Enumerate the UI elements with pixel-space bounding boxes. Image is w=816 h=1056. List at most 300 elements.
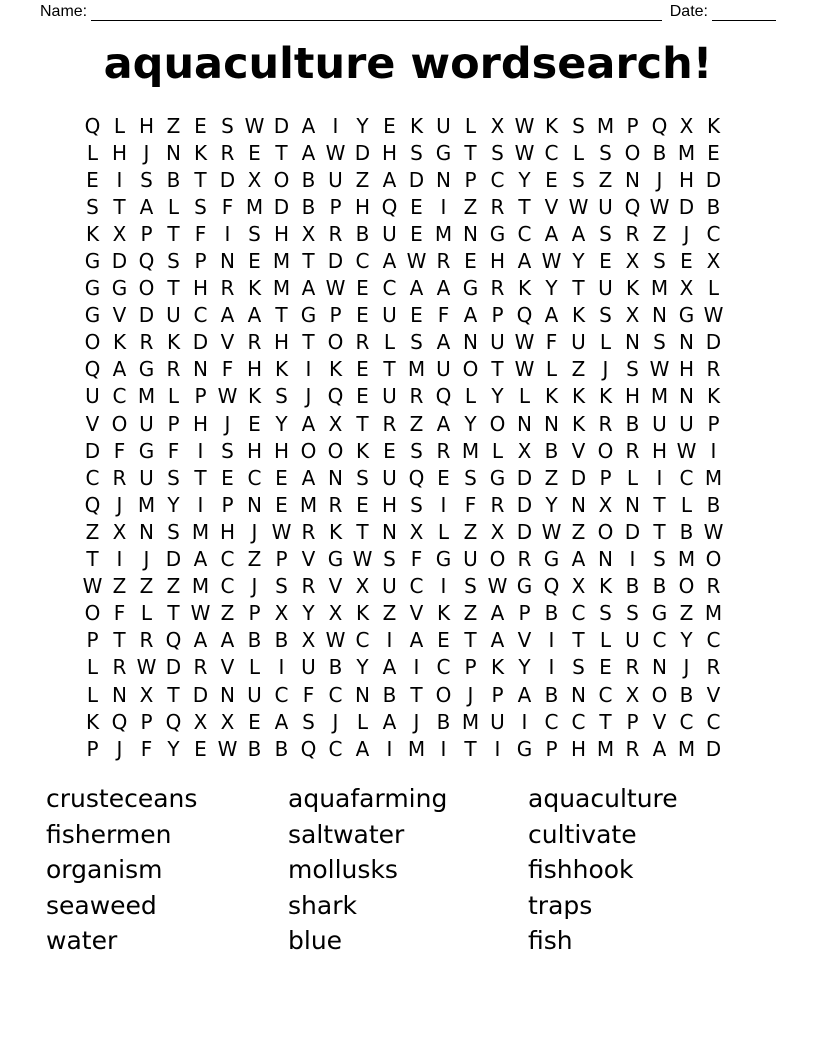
grid-cell: H	[678, 357, 695, 382]
grid-cell: G	[111, 276, 128, 301]
grid-cell: M	[704, 601, 723, 626]
grid-cell: N	[625, 330, 640, 355]
grid-cell: A	[193, 628, 208, 653]
grid-cell: C	[490, 167, 505, 192]
grid-cell: X	[625, 682, 640, 707]
grid-cell: K	[355, 438, 370, 463]
grid-cell: S	[140, 167, 153, 192]
grid-cell: Z	[382, 601, 397, 626]
grid-cell: Z	[679, 601, 694, 626]
grid-cell: C	[571, 601, 586, 626]
grid-cell: R	[436, 249, 451, 274]
grid-cell: P	[464, 655, 477, 680]
grid-cell: W	[514, 357, 535, 382]
grid-cell: D	[678, 194, 695, 219]
grid-cell: B	[652, 574, 667, 599]
grid-cell: C	[652, 628, 667, 653]
grid-cell: A	[301, 140, 316, 165]
grid-cell: T	[275, 303, 288, 328]
grid-cell: H	[273, 438, 290, 463]
grid-cell: W	[703, 303, 724, 328]
grid-cell: D	[192, 682, 209, 707]
word-list-item: fishermen	[46, 819, 172, 849]
grid-cell: W	[325, 140, 346, 165]
grid-cell: X	[301, 221, 316, 246]
grid-cell: C	[436, 655, 451, 680]
grid-cell: C	[85, 465, 100, 490]
grid-cell: D	[354, 140, 371, 165]
grid-cell: O	[327, 438, 344, 463]
grid-cell: W	[514, 113, 535, 138]
word-list-item: seaweed	[46, 890, 157, 920]
grid-cell: J	[224, 411, 231, 436]
grid-cell: W	[514, 330, 535, 355]
grid-cell: V	[409, 601, 424, 626]
grid-cell: N	[679, 384, 694, 409]
grid-cell: S	[653, 249, 666, 274]
grid-cell: K	[409, 113, 424, 138]
grid-cell: R	[301, 519, 316, 544]
grid-cell: K	[85, 709, 100, 734]
grid-cell: H	[273, 221, 290, 246]
grid-cell: H	[219, 519, 236, 544]
grid-cell: G	[84, 276, 101, 301]
grid-cell: E	[356, 384, 369, 409]
grid-cell: M	[677, 140, 696, 165]
grid-cell: H	[570, 736, 587, 761]
grid-cell: Z	[463, 519, 478, 544]
word-list-item: crusteceans	[46, 784, 198, 813]
grid-cell: W	[325, 276, 346, 301]
grid-cell: G	[678, 303, 695, 328]
grid-cell: A	[301, 276, 316, 301]
grid-cell: A	[544, 221, 559, 246]
grid-cell: V	[85, 411, 100, 436]
grid-cell: L	[248, 655, 261, 680]
grid-cell: S	[275, 574, 288, 599]
grid-cell: W	[82, 574, 103, 599]
word-list-item: shark	[288, 890, 357, 920]
grid-cell: R	[490, 276, 505, 301]
grid-cell: S	[572, 655, 585, 680]
grid-cell: H	[273, 330, 290, 355]
grid-cell: R	[247, 330, 262, 355]
wordsearch-grid	[79, 112, 727, 762]
grid-cell: K	[247, 276, 262, 301]
grid-cell: Y	[545, 276, 558, 301]
grid-cell: U	[301, 655, 316, 680]
grid-cell: K	[490, 655, 505, 680]
grid-cell: M	[596, 113, 615, 138]
grid-cell: N	[625, 167, 640, 192]
grid-cell: L	[86, 140, 99, 165]
grid-cell: G	[516, 736, 533, 761]
grid-cell: S	[410, 140, 423, 165]
grid-cell: G	[543, 547, 560, 572]
grid-cell: N	[679, 330, 694, 355]
grid-cell: R	[112, 655, 127, 680]
grid-cell: A	[490, 601, 505, 626]
grid-cell: T	[302, 330, 315, 355]
grid-cell: K	[544, 384, 559, 409]
grid-cell: L	[680, 492, 693, 517]
grid-cell: E	[221, 465, 234, 490]
grid-cell: Z	[247, 547, 262, 572]
grid-cell: I	[440, 736, 447, 761]
grid-cell: M	[137, 492, 156, 517]
grid-cell: W	[406, 249, 427, 274]
grid-cell: R	[328, 492, 343, 517]
grid-cell: R	[436, 438, 451, 463]
grid-cell: G	[138, 357, 155, 382]
grid-cell: J	[683, 221, 690, 246]
grid-cell: Q	[111, 709, 128, 734]
grid-cell: C	[706, 628, 721, 653]
grid-cell: Y	[680, 628, 693, 653]
grid-cell: L	[167, 384, 180, 409]
word-list-item: fish	[528, 926, 573, 955]
grid-cell: P	[86, 628, 99, 653]
grid-cell: D	[84, 438, 101, 463]
grid-cell: B	[436, 709, 451, 734]
grid-cell: X	[112, 221, 127, 246]
grid-cell: M	[677, 547, 696, 572]
grid-cell: T	[653, 492, 666, 517]
grid-cell: U	[463, 547, 478, 572]
grid-cell: W	[541, 519, 562, 544]
grid-cell: J	[683, 655, 690, 680]
grid-cell: W	[136, 655, 157, 680]
word-list-item: mollusks	[288, 855, 398, 884]
grid-cell: Y	[572, 249, 585, 274]
grid-cell: I	[116, 547, 123, 572]
grid-cell: I	[710, 438, 717, 463]
grid-cell: R	[490, 492, 505, 517]
grid-cell: Q	[651, 113, 668, 138]
grid-cell: C	[544, 140, 559, 165]
grid-cell: G	[138, 438, 155, 463]
grid-cell: V	[517, 628, 532, 653]
grid-cell: R	[625, 438, 640, 463]
grid-cell: R	[382, 411, 397, 436]
grid-cell: B	[679, 682, 694, 707]
grid-cell: U	[166, 303, 181, 328]
grid-cell: M	[461, 438, 480, 463]
grid-cell: E	[410, 221, 423, 246]
grid-cell: A	[112, 357, 127, 382]
grid-cell: C	[247, 465, 262, 490]
grid-cell: N	[220, 682, 235, 707]
grid-cell: N	[463, 330, 478, 355]
grid-cell: I	[332, 113, 339, 138]
grid-cell: W	[244, 113, 265, 138]
grid-cell: P	[86, 736, 99, 761]
grid-cell: M	[650, 384, 669, 409]
grid-cell: O	[435, 682, 452, 707]
grid-cell: F	[194, 221, 207, 246]
grid-cell: S	[599, 140, 612, 165]
grid-cell: J	[332, 709, 339, 734]
grid-cell: C	[382, 276, 397, 301]
grid-cell: I	[548, 628, 555, 653]
grid-cell: P	[626, 709, 639, 734]
grid-cell: U	[382, 384, 397, 409]
grid-cell: W	[541, 249, 562, 274]
word-list-item: organism	[46, 855, 163, 884]
word-list-item: aquaculture	[528, 784, 678, 813]
grid-cell: E	[275, 492, 288, 517]
grid-cell: R	[139, 330, 154, 355]
grid-cell: Q	[84, 113, 101, 138]
grid-cell: N	[193, 357, 208, 382]
grid-cell: P	[275, 547, 288, 572]
grid-cell: O	[300, 438, 317, 463]
grid-cell: U	[625, 628, 640, 653]
grid-cell: U	[490, 330, 505, 355]
grid-cell: C	[220, 547, 235, 572]
grid-cell: K	[544, 113, 559, 138]
grid-cell: H	[381, 492, 398, 517]
grid-cell: L	[599, 628, 612, 653]
grid-cell: T	[572, 276, 585, 301]
grid-cell: T	[464, 736, 477, 761]
grid-cell: F	[221, 357, 234, 382]
puzzle-title: aquaculture wordsearch!	[103, 39, 713, 89]
grid-cell: R	[139, 628, 154, 653]
grid-cell: Z	[85, 519, 100, 544]
grid-cell: Y	[545, 492, 558, 517]
grid-cell: P	[491, 682, 504, 707]
grid-cell: C	[355, 628, 370, 653]
name-label: Name:	[40, 3, 88, 20]
grid-cell: T	[167, 682, 180, 707]
grid-cell: O	[489, 547, 506, 572]
grid-cell: S	[302, 709, 315, 734]
grid-cell: N	[436, 167, 451, 192]
grid-cell: L	[86, 682, 99, 707]
grid-cell: S	[383, 547, 396, 572]
grid-cell: S	[167, 249, 180, 274]
grid-cell: U	[598, 194, 613, 219]
grid-cell: A	[382, 709, 397, 734]
grid-cell: L	[437, 519, 450, 544]
grid-cell: N	[328, 465, 343, 490]
word-list-column	[288, 781, 447, 959]
grid-cell: D	[273, 194, 290, 219]
grid-cell: O	[597, 519, 614, 544]
grid-cell: C	[598, 682, 613, 707]
grid-cell: O	[489, 411, 506, 436]
grid-cell: A	[571, 547, 586, 572]
grid-cell: U	[382, 303, 397, 328]
grid-cell: M	[272, 276, 291, 301]
grid-cell: A	[220, 628, 235, 653]
grid-cell: X	[328, 601, 343, 626]
word-list-item: saltwater	[288, 819, 405, 849]
grid-cell: I	[386, 736, 393, 761]
grid-cell: B	[544, 438, 559, 463]
grid-cell: L	[140, 601, 153, 626]
grid-cell: I	[386, 628, 393, 653]
grid-cell: X	[625, 303, 640, 328]
grid-cell: D	[165, 655, 182, 680]
grid-cell: S	[599, 601, 612, 626]
grid-cell: Z	[571, 357, 586, 382]
grid-cell: O	[705, 547, 722, 572]
grid-cell: Z	[652, 221, 667, 246]
grid-cell: C	[517, 221, 532, 246]
grid-cell: Q	[300, 736, 317, 761]
grid-cell: P	[599, 465, 612, 490]
grid-cell: T	[599, 709, 612, 734]
grid-cell: I	[548, 655, 555, 680]
grid-cell: B	[706, 492, 721, 517]
grid-cell: S	[275, 384, 288, 409]
grid-cell: F	[437, 303, 450, 328]
grid-cell: I	[278, 655, 285, 680]
grid-cell: B	[382, 682, 397, 707]
grid-cell: B	[301, 167, 316, 192]
grid-cell: G	[435, 547, 452, 572]
grid-cell: M	[191, 519, 210, 544]
grid-cell: N	[247, 492, 262, 517]
grid-cell: A	[139, 194, 154, 219]
grid-cell: D	[219, 167, 236, 192]
grid-cell: A	[436, 276, 451, 301]
grid-cell: W	[271, 519, 292, 544]
grid-cell: R	[166, 357, 181, 382]
grid-cell: S	[167, 465, 180, 490]
grid-cell: T	[275, 140, 288, 165]
grid-cell: O	[651, 682, 668, 707]
grid-cell: X	[139, 682, 154, 707]
grid-cell: S	[464, 465, 477, 490]
grid-cell: B	[652, 140, 667, 165]
header-row	[40, 2, 776, 21]
grid-cell: T	[464, 628, 477, 653]
grid-cell: S	[626, 601, 639, 626]
grid-cell: Q	[543, 574, 560, 599]
grid-cell: H	[624, 384, 641, 409]
grid-cell: L	[626, 465, 639, 490]
grid-cell: D	[705, 736, 722, 761]
grid-cell: R	[625, 221, 640, 246]
grid-cell: I	[521, 709, 528, 734]
grid-cell: E	[410, 194, 423, 219]
grid-cell: C	[544, 709, 559, 734]
grid-cell: Z	[112, 574, 127, 599]
grid-cell: K	[571, 411, 586, 436]
grid-cell: K	[112, 330, 127, 355]
grid-cell: S	[248, 221, 261, 246]
grid-cell: K	[706, 113, 721, 138]
grid-cell: T	[302, 249, 315, 274]
grid-cell: P	[140, 221, 153, 246]
grid-cell: J	[251, 519, 258, 544]
grid-cell: O	[597, 438, 614, 463]
grid-cell: M	[272, 249, 291, 274]
grid-cell: N	[544, 411, 559, 436]
grid-cell: Z	[355, 167, 370, 192]
grid-cell: U	[382, 465, 397, 490]
grid-cell: Y	[275, 411, 288, 436]
grid-cell: G	[651, 601, 668, 626]
grid-cell: N	[139, 519, 154, 544]
grid-cell: K	[274, 357, 289, 382]
grid-cell: K	[436, 601, 451, 626]
grid-cell: A	[247, 303, 262, 328]
grid-cell: B	[544, 682, 559, 707]
grid-cell: I	[440, 574, 447, 599]
grid-cell: R	[706, 357, 721, 382]
grid-cell: X	[625, 249, 640, 274]
grid-cell: N	[463, 221, 478, 246]
grid-cell: H	[489, 249, 506, 274]
grid-cell: L	[464, 113, 477, 138]
grid-cell: Z	[166, 574, 181, 599]
grid-cell: D	[165, 547, 182, 572]
grid-cell: M	[407, 357, 426, 382]
grid-cell: O	[327, 330, 344, 355]
grid-cell: O	[624, 140, 641, 165]
grid-cell: R	[220, 140, 235, 165]
grid-cell: I	[116, 167, 123, 192]
grid-cell: E	[545, 167, 558, 192]
grid-cell: V	[220, 330, 235, 355]
grid-cell: J	[413, 709, 420, 734]
grid-cell: D	[138, 303, 155, 328]
grid-cell: G	[300, 303, 317, 328]
grid-cell: K	[625, 276, 640, 301]
grid-cell: V	[112, 303, 127, 328]
name-blank-line	[91, 3, 662, 21]
grid-cell: Y	[167, 736, 180, 761]
grid-cell: U	[652, 411, 667, 436]
grid-cell: S	[410, 330, 423, 355]
grid-cell: V	[571, 438, 586, 463]
grid-cell: K	[247, 384, 262, 409]
grid-cell: T	[410, 682, 423, 707]
grid-cell: Y	[464, 411, 477, 436]
grid-cell: V	[220, 655, 235, 680]
grid-cell: C	[409, 574, 424, 599]
grid-cell: M	[596, 736, 615, 761]
grid-cell: H	[138, 113, 155, 138]
grid-cell: H	[354, 194, 371, 219]
grid-cell: W	[217, 384, 238, 409]
grid-cell: R	[112, 465, 127, 490]
grid-cell: P	[491, 303, 504, 328]
grid-cell: S	[410, 438, 423, 463]
grid-cell: P	[248, 601, 261, 626]
grid-cell: I	[305, 357, 312, 382]
grid-cell: V	[544, 194, 559, 219]
word-list-item: aquafarming	[288, 784, 448, 813]
grid-cell: X	[571, 574, 586, 599]
grid-cell: V	[328, 574, 343, 599]
grid-cell: L	[356, 709, 369, 734]
grid-cell: U	[436, 357, 451, 382]
grid-cell: B	[355, 221, 370, 246]
grid-cell: N	[598, 547, 613, 572]
grid-cell: L	[518, 384, 531, 409]
date-label: Date:	[669, 3, 708, 20]
grid-cell: V	[706, 682, 721, 707]
grid-cell: T	[194, 167, 207, 192]
grid-cell: E	[356, 303, 369, 328]
grid-cell: T	[653, 519, 666, 544]
grid-cell: N	[382, 519, 397, 544]
